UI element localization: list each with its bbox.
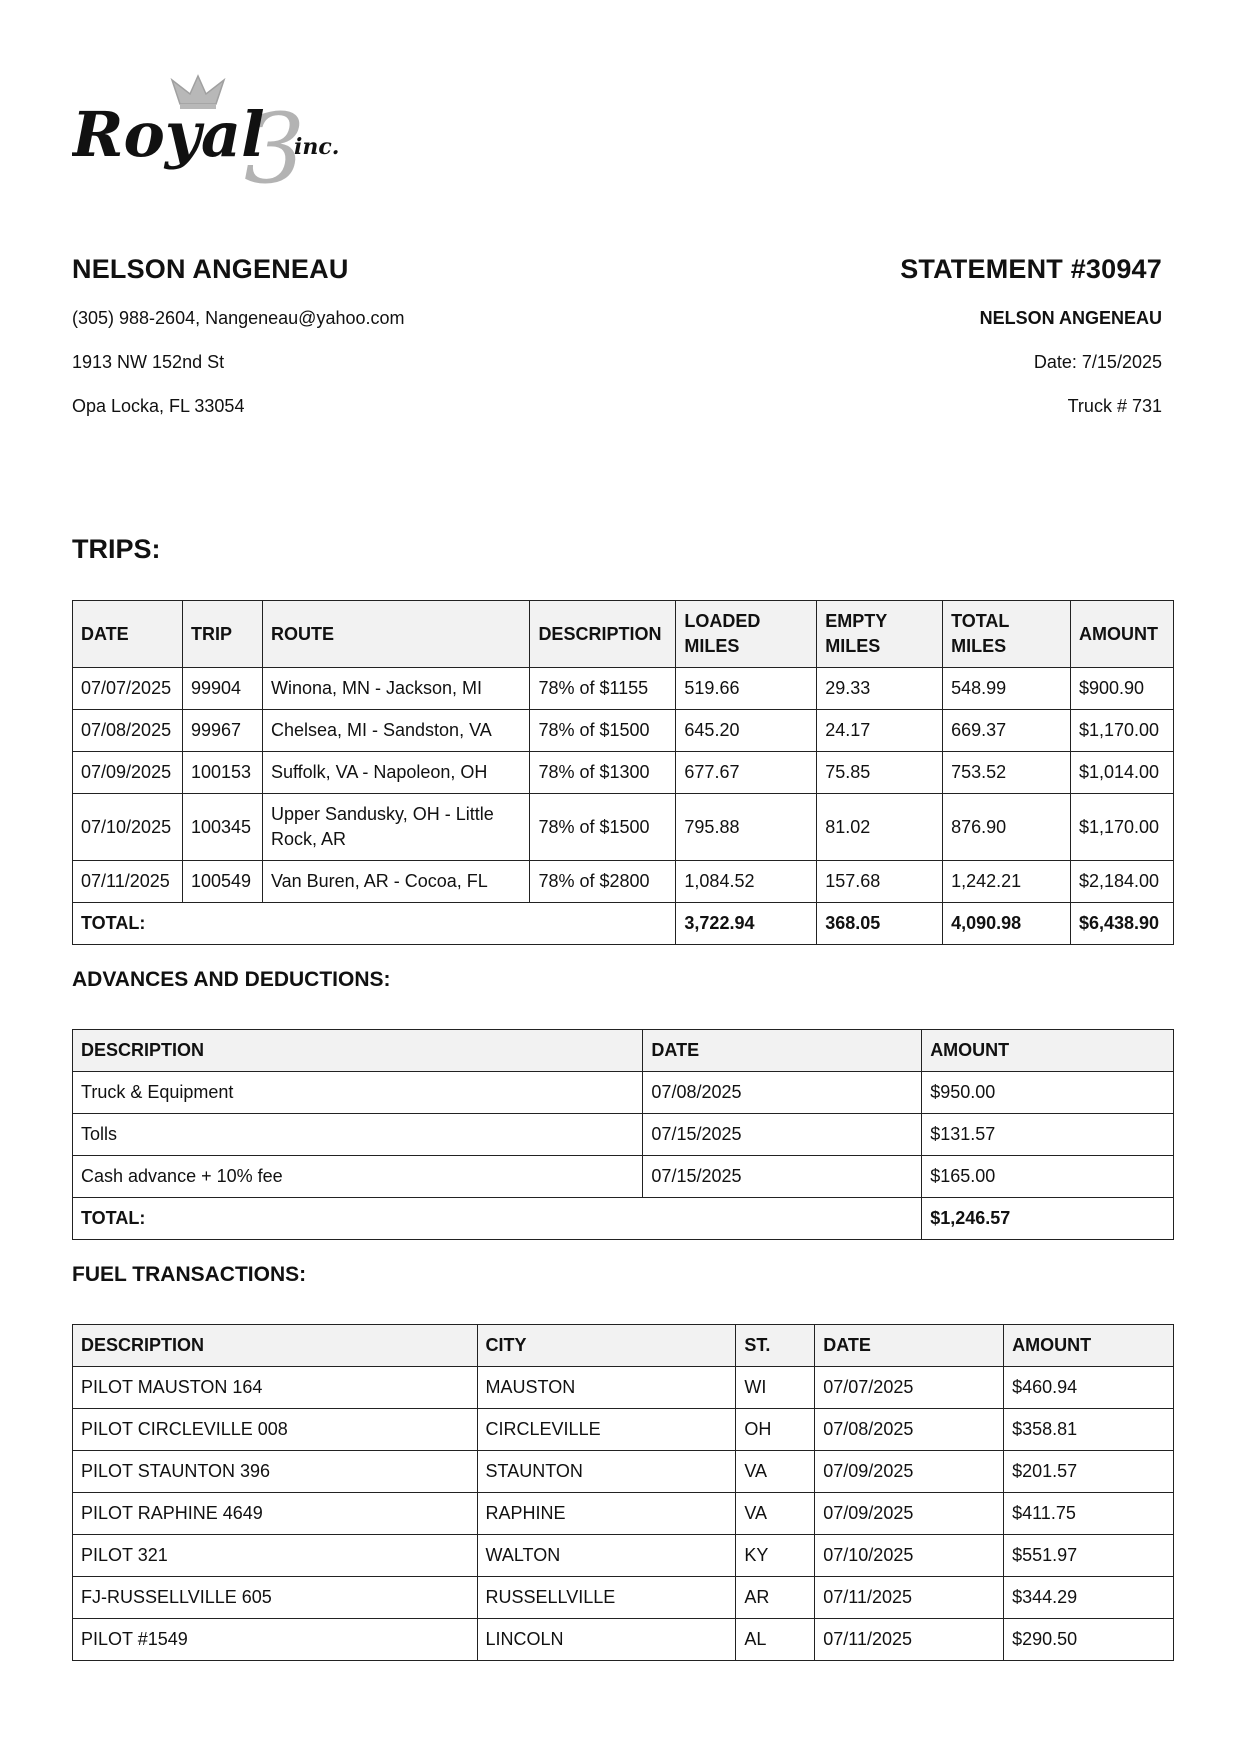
column-header: EMPTY MILES (817, 601, 943, 668)
table-cell: Upper Sandusky, OH - Little Rock, AR (262, 794, 529, 861)
table-cell: PILOT 321 (73, 1535, 478, 1577)
table-cell: $2,184.00 (1070, 861, 1173, 903)
table-cell: 157.68 (817, 861, 943, 903)
table-row (73, 668, 1174, 710)
column-header: AMOUNT (922, 1030, 1174, 1072)
table-cell: 07/11/2025 (815, 1577, 1004, 1619)
royal-3-logo-image (72, 74, 392, 194)
table-cell: 07/15/2025 (643, 1114, 922, 1156)
driver-address-line1: 1913 NW 152nd St (72, 352, 225, 372)
table-cell: AL (736, 1619, 815, 1661)
table-row (73, 710, 1174, 752)
table-cell: Van Buren, AR - Cocoa, FL (262, 861, 529, 903)
table-cell: 75.85 (817, 752, 943, 794)
table-cell: 519.66 (676, 668, 817, 710)
table-cell: 100549 (182, 861, 262, 903)
fuel-title: FUEL TRANSACTIONS: (72, 1263, 307, 1286)
table-row (73, 861, 1174, 903)
table-row (73, 1156, 1174, 1198)
table-cell: 07/08/2025 (815, 1409, 1004, 1451)
table-cell: PILOT CIRCLEVILLE 008 (73, 1409, 478, 1451)
table-cell: 876.90 (943, 794, 1071, 861)
table-header-row (73, 1030, 1174, 1072)
table-cell: 753.52 (943, 752, 1071, 794)
table-cell: $551.97 (1004, 1535, 1174, 1577)
table-cell: 1,242.21 (943, 861, 1071, 903)
statement-recipient: NELSON ANGENEAU (979, 308, 1162, 328)
table-header-row (73, 1325, 1174, 1367)
table-cell: Suffolk, VA - Napoleon, OH (262, 752, 529, 794)
table-cell: RUSSELLVILLE (477, 1577, 736, 1619)
table-cell: Cash advance + 10% fee (73, 1156, 643, 1198)
table-cell: PILOT RAPHINE 4649 (73, 1493, 478, 1535)
column-header: DESCRIPTION (73, 1325, 478, 1367)
trips-table (72, 600, 1174, 945)
statement-date: Date: 7/15/2025 (1033, 352, 1162, 372)
table-cell: Chelsea, MI - Sandston, VA (262, 710, 529, 752)
table-cell: STAUNTON (477, 1451, 736, 1493)
table-cell: PILOT STAUNTON 396 (73, 1451, 478, 1493)
company-logo (72, 74, 392, 194)
table-cell: 07/15/2025 (643, 1156, 922, 1198)
truck-number: Truck # 731 (1067, 396, 1162, 416)
table-cell: 07/10/2025 (73, 794, 183, 861)
statement-title: STATEMENT #30947 (900, 254, 1162, 284)
column-header: ROUTE (262, 601, 529, 668)
table-cell: $900.90 (1070, 668, 1173, 710)
column-header: AMOUNT (1004, 1325, 1174, 1367)
total-label: TOTAL: (73, 1198, 922, 1240)
table-cell: 645.20 (676, 710, 817, 752)
table-cell: $131.57 (922, 1114, 1174, 1156)
trips-title: TRIPS: (72, 534, 161, 564)
column-header: AMOUNT (1070, 601, 1173, 668)
table-cell: Tolls (73, 1114, 643, 1156)
table-cell: 795.88 (676, 794, 817, 861)
total-empty-miles: 368.05 (817, 903, 943, 945)
total-row (73, 1198, 1174, 1240)
table-cell: $1,170.00 (1070, 794, 1173, 861)
table-row (73, 1409, 1174, 1451)
table-cell: 100345 (182, 794, 262, 861)
table-cell: 1,084.52 (676, 861, 817, 903)
table-cell: $201.57 (1004, 1451, 1174, 1493)
table-cell: 548.99 (943, 668, 1071, 710)
table-cell: Winona, MN - Jackson, MI (262, 668, 529, 710)
total-loaded-miles: 3,722.94 (676, 903, 817, 945)
svg-text:inc.: inc. (294, 134, 340, 160)
table-cell: 07/11/2025 (73, 861, 183, 903)
table-cell: $411.75 (1004, 1493, 1174, 1535)
table-cell: 07/09/2025 (815, 1451, 1004, 1493)
table-cell: VA (736, 1493, 815, 1535)
table-cell: 99967 (182, 710, 262, 752)
table-cell: $460.94 (1004, 1367, 1174, 1409)
fuel-table (72, 1324, 1174, 1661)
column-header: DESCRIPTION (73, 1030, 643, 1072)
table-cell: 24.17 (817, 710, 943, 752)
table-cell: MAUSTON (477, 1367, 736, 1409)
table-cell: $1,014.00 (1070, 752, 1173, 794)
table-cell: $358.81 (1004, 1409, 1174, 1451)
table-cell: 07/10/2025 (815, 1535, 1004, 1577)
column-header: DATE (815, 1325, 1004, 1367)
table-cell: RAPHINE (477, 1493, 736, 1535)
table-cell: WALTON (477, 1535, 736, 1577)
table-cell: VA (736, 1451, 815, 1493)
table-cell: $344.29 (1004, 1577, 1174, 1619)
table-cell: KY (736, 1535, 815, 1577)
total-miles: 4,090.98 (943, 903, 1071, 945)
table-cell: 81.02 (817, 794, 943, 861)
table-cell: 29.33 (817, 668, 943, 710)
table-row (73, 1493, 1174, 1535)
table-cell: AR (736, 1577, 815, 1619)
svg-text:Royal: Royal (72, 98, 265, 171)
table-cell: $950.00 (922, 1072, 1174, 1114)
table-cell: OH (736, 1409, 815, 1451)
table-row (73, 1619, 1174, 1661)
total-label: TOTAL: (73, 903, 676, 945)
column-header: ST. (736, 1325, 815, 1367)
table-row (73, 1367, 1174, 1409)
total-row (73, 903, 1174, 945)
driver-name: NELSON ANGENEAU (72, 254, 349, 284)
statement-info (602, 250, 1162, 428)
table-cell: WI (736, 1367, 815, 1409)
total-amount: $1,246.57 (922, 1198, 1174, 1240)
table-cell: 07/07/2025 (73, 668, 183, 710)
table-cell: 99904 (182, 668, 262, 710)
table-cell: PILOT MAUSTON 164 (73, 1367, 478, 1409)
table-cell: 78% of $1500 (530, 794, 676, 861)
table-cell: $1,170.00 (1070, 710, 1173, 752)
table-cell: 07/08/2025 (643, 1072, 922, 1114)
column-header: DESCRIPTION (530, 601, 676, 668)
svg-text:3: 3 (244, 93, 306, 194)
table-row (73, 1072, 1174, 1114)
table-cell: LINCOLN (477, 1619, 736, 1661)
table-cell: CIRCLEVILLE (477, 1409, 736, 1451)
table-cell: 677.67 (676, 752, 817, 794)
table-cell: 78% of $2800 (530, 861, 676, 903)
table-cell: 100153 (182, 752, 262, 794)
total-amount: $6,438.90 (1070, 903, 1173, 945)
table-cell: 07/11/2025 (815, 1619, 1004, 1661)
column-header: TOTAL MILES (943, 601, 1071, 668)
driver-info (72, 250, 632, 428)
table-row (73, 752, 1174, 794)
advances-title: ADVANCES AND DEDUCTIONS: (72, 968, 391, 991)
table-cell: 07/09/2025 (815, 1493, 1004, 1535)
table-cell: $165.00 (922, 1156, 1174, 1198)
table-cell: Truck & Equipment (73, 1072, 643, 1114)
table-cell: 78% of $1155 (530, 668, 676, 710)
table-cell: $290.50 (1004, 1619, 1174, 1661)
column-header: DATE (73, 601, 183, 668)
table-cell: 78% of $1500 (530, 710, 676, 752)
table-cell: 07/09/2025 (73, 752, 183, 794)
table-row (73, 1451, 1174, 1493)
table-header-row (73, 601, 1174, 668)
driver-address-line2: Opa Locka, FL 33054 (72, 396, 245, 416)
column-header: CITY (477, 1325, 736, 1367)
column-header: LOADED MILES (676, 601, 817, 668)
table-row (73, 1577, 1174, 1619)
driver-contact: (305) 988-2604, Nangeneau@yahoo.com (72, 308, 405, 328)
table-row (73, 1535, 1174, 1577)
advances-table (72, 1029, 1174, 1240)
table-cell: 07/07/2025 (815, 1367, 1004, 1409)
column-header: DATE (643, 1030, 922, 1072)
table-row (73, 794, 1174, 861)
table-cell: FJ-RUSSELLVILLE 605 (73, 1577, 478, 1619)
column-header: TRIP (182, 601, 262, 668)
table-row (73, 1114, 1174, 1156)
table-cell: 78% of $1300 (530, 752, 676, 794)
table-cell: PILOT #1549 (73, 1619, 478, 1661)
table-cell: 07/08/2025 (73, 710, 183, 752)
table-cell: 669.37 (943, 710, 1071, 752)
